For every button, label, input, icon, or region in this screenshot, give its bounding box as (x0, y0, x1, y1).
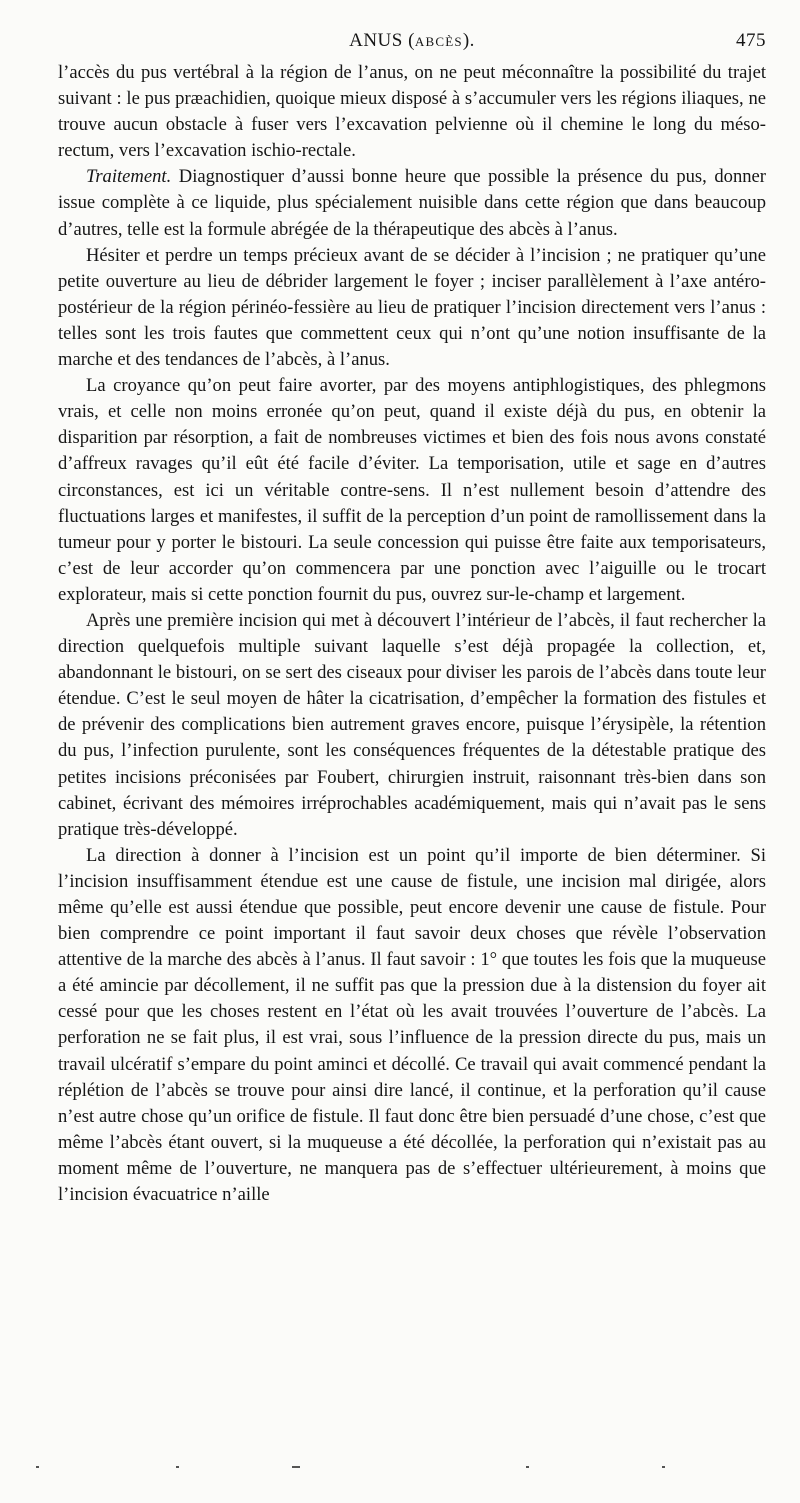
title-subtitle: ABCÈS (414, 34, 463, 49)
scan-specks (0, 1466, 800, 1470)
speck (292, 1466, 300, 1468)
section-heading-traitement: Traitement. (86, 166, 172, 188)
speck (526, 1466, 529, 1468)
paragraph-5-text: Après une première incision qui met à découvert l’intérieur de l’abcès, il faut rechercher la direction quelquefois multiple suivant laquelle s’est déjà propagée la collection, et, abandonnant le bistouri, on se sert des ciseaux pour diviser les parois de l’abcès dans toute leur étendue. C’est le seul moyen de hâter la cicatrisation, d’empêcher la formation des fistules et de prévenir des complications bien autrement graves encore, puisque l’érysipèle, la rétention du pus, l’infection purulente, sont les conséquences fréquentes de la détestable pratique des petites incisions préconisées par Foubert, chirurgien instruit, raisonnant très-bien dans son cabinet, écrivant des mémoires irréprochables académiquement, mais qui n’avait pas le sens pratique très-développé. (58, 609, 766, 840)
paragraph-1 (58, 60, 766, 164)
paragraph-2-text: Diagnostiquer d’aussi bonne heure que possible la présence du pus, donner issue complète à ce liquide, plus spécialement nuisible dans cette région que dans beaucoup d’autres, telle est la formule abrégée de la thérapeutique des abcès à l’anus. (58, 166, 766, 240)
speck (176, 1466, 179, 1468)
paragraph-1-text: l’accès du pus vertébral à la région de l’anus, on ne peut méconnaître la possibilité du trajet suivant : le pus præachidien, quoique mieux disposé à s’accumuler vers les régions iliaques, ne trouve aucun obstacle à fuser vers l’excavation pelvienne où il chemine le long du méso-rectum, vers l’excavation ischio-rectale. (58, 62, 766, 162)
paragraph-5 (58, 608, 766, 843)
body-text (58, 60, 766, 1208)
speck (36, 1466, 39, 1468)
paragraph-4 (58, 373, 766, 608)
paragraph-4-text: La croyance qu’on peut faire avorter, par des moyens antiphlogistiques, des phlegmons vrais, et celle non moins erronée qu’on peut, quand il existe déjà du pus, en obtenir la disparition par résorption, a fait de nombreuses victimes et bien des fois nous avons constaté d’affreux ravages qu’il eût été facile d’éviter. La temporisation, utile et sage en d’autres circonstances, est ici un véritable contre-sens. Il n’est nullement besoin d’attendre des fluctuations larges et manifestes, il suffit de la perception d’un point de ramollissement dans la tumeur pour y porter le bistouri. La seule concession qui puisse être faite aux temporisateurs, c’est de leur accorder qu’on commencera par une ponction avec l’aiguille ou le trocart explorateur, mais si cette ponction fournit du pus, ouvrez sur-le-champ et largement. (58, 375, 766, 605)
paragraph-3 (58, 243, 766, 373)
paragraph-6 (58, 843, 766, 1208)
page-number: 475 (736, 30, 766, 51)
paragraph-3-text: Hésiter et perdre un temps précieux avant de se décider à l’incision ; ne pratiquer qu’une petite ouverture au lieu de débrider largement le foyer ; inciser parallèlement à l’axe antéro-postérieur de la région périnéo-fessière au lieu de pratiquer l’incision directement vers l’anus : telles sont les trois fautes que commettent ceux qui n’ont qu’une notion insuffisante de la marche et des tendances de l’abcès, à l’anus. (58, 244, 766, 371)
title-end: ). (462, 30, 475, 51)
book-page (58, 28, 766, 1208)
title-main: ANUS ( (349, 30, 415, 51)
running-header (58, 28, 766, 58)
running-title (58, 30, 766, 52)
speck (662, 1466, 665, 1468)
paragraph-2 (58, 164, 766, 242)
paragraph-6-text: La direction à donner à l’incision est un point qu’il importe de bien déterminer. Si l’incision insuffisamment étendue est une cause de fistule, une incision mal dirigée, alors même qu’elle est aussi étendue que possible, peut encore devenir une cause de fistule. Pour bien comprendre ce point important il faut savoir deux choses que révèle l’observation attentive de la marche des abcès à l’anus. Il faut savoir : 1° que toutes les fois que la muqueuse a été amincie par décollement, il ne suffit pas que la pression due à la distension du foyer ait cessé pour que les choses restent en l’état où les avait trouvées l’ouverture de l’abcès. La perforation ne se fait plus, il est vrai, sous l’influence de la pression directe du pus, mais un travail ulcératif s’empare du point aminci et décollé. Ce travail qui avait commencé pendant la réplétion de l’abcès se trouve pour ainsi dire lancé, il continue, et la perforation qu’il cause n’est autre chose qu’un orifice de fistule. Il faut donc être bien persuadé d’une chose, c’est que même l’abcès étant ouvert, si la muqueuse a été décollée, la perforation qui n’existait pas au moment même de l’ouverture, ne manquera pas de s’effectuer ultérieurement, à moins que l’incision évacuatrice n’aille (58, 844, 766, 1206)
